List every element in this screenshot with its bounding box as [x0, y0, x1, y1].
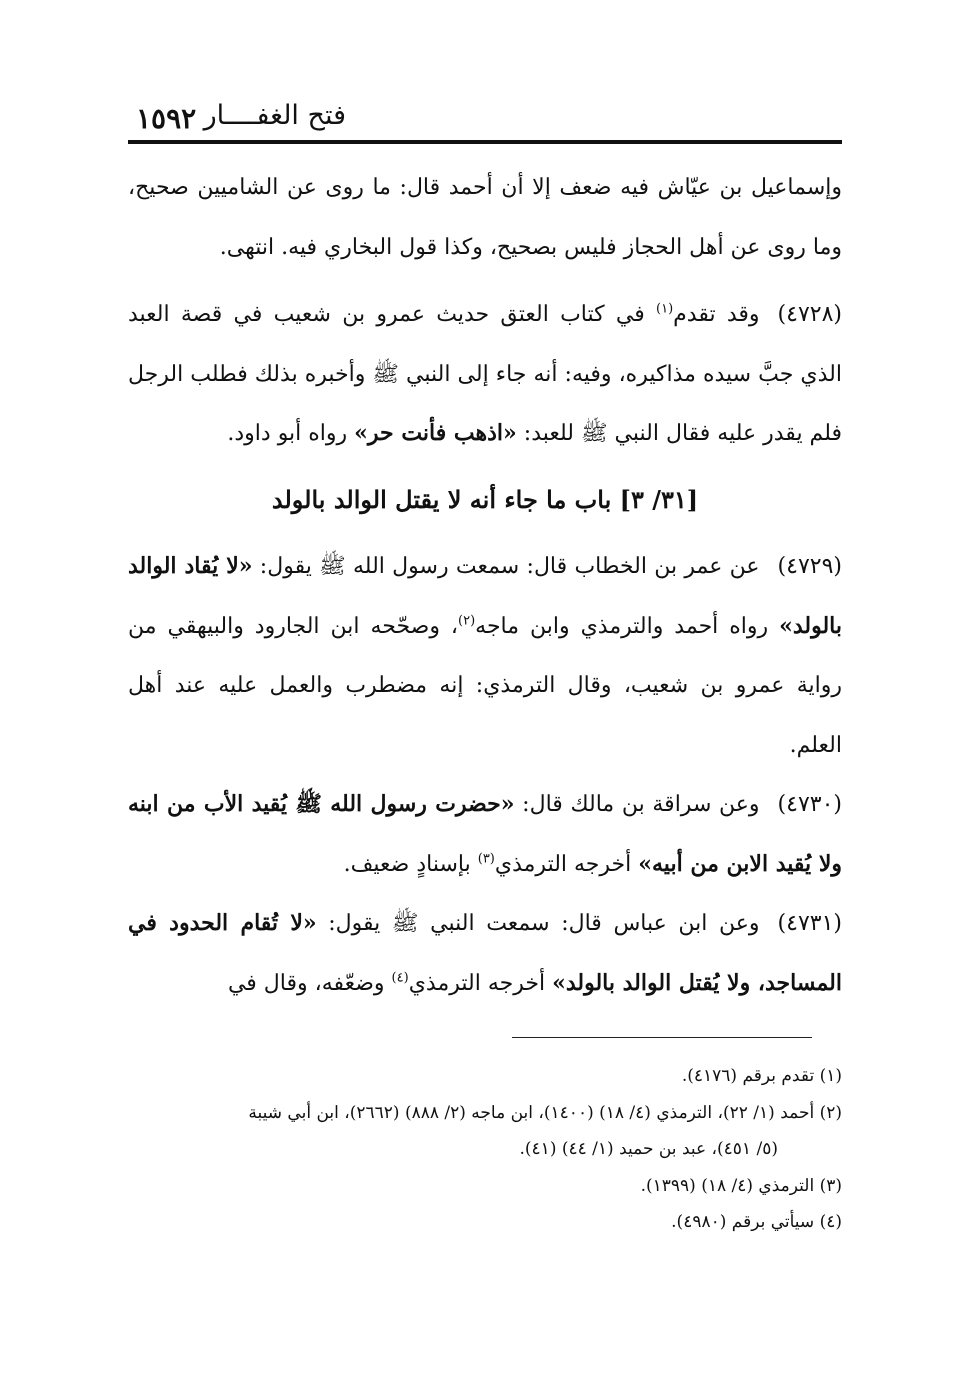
main-text	[128, 158, 842, 1013]
footnote-divider	[512, 1037, 812, 1038]
hadith-text: رواه أحمد والترمذي وابن ماجه	[475, 613, 780, 639]
footnote-reference: (٣)	[477, 851, 495, 867]
hadith-text: أخرجه الترمذي	[408, 970, 553, 996]
chapter-heading: [٣١/ ٣] باب ما جاء أنه لا يقتل الوالد بالولد	[271, 484, 699, 514]
footnote-reference: (١)	[656, 301, 674, 317]
footnote-4: (٤) سيأتي برقم (٤٩٨٠).	[671, 1212, 842, 1232]
hadith-number: (٤٧٢٩)	[777, 554, 842, 579]
hadith-number: (٤٧٣٠)	[777, 792, 842, 817]
footnote-2-continuation: (٥/ ٤٥١)، عبد بن حميد (١/ ٤٤) (٤١).	[519, 1139, 778, 1159]
page-header	[128, 100, 842, 144]
hadith-quote: «لا تُقام الحدود في المساجد، ولا يُقتل الوالد بالولد»	[128, 910, 842, 996]
hadith-text: أخرجه الترمذي	[494, 851, 639, 877]
hadith-text: في كتاب العتق حديث عمرو بن شعيب في قصة العبد الذي جبَّ سيده مذاكيره، وفيه: أنه جاء إلى النبي ﷺ وأخبره بذلك فطلب الرجل فلم يقدر عليه فقال النبي ﷺ للعبد:	[128, 302, 842, 446]
hadith-4731	[128, 894, 842, 1013]
footnote-reference: (٢)	[458, 613, 476, 629]
running-title: فتح الغفــــار	[203, 100, 346, 131]
footnote-1: (١) تقدم برقم (٤١٧٦).	[681, 1066, 842, 1086]
hadith-quote: «حضرت رسول الله ﷺ يُقيد الأب من ابنه ولا يُقيد الابن من أبيه»	[128, 791, 842, 877]
footnote-2: (٢) أحمد (١/ ٢٢)، الترمذي (٤/ ١٨) (١٤٠٠)، ابن ماجه (٢/ ٨٨٨) (٢٦٦٢)، ابن أبي شيبة	[248, 1102, 842, 1123]
page-number: ١٥٩٢	[136, 102, 197, 135]
hadith-4729	[128, 537, 842, 775]
hadith-4730	[128, 775, 842, 894]
hadith-number: (٤٧٢٨)	[777, 302, 842, 327]
hadith-quote: «لا يُقاد الوالد بالولد»	[128, 553, 842, 639]
hadith-quote: «اذهب فأنت حر»	[354, 420, 517, 446]
intro-paragraph: وإسماعيل بن عيّاش فيه ضعف إلا أن أحمد قال: ما روى عن الشاميين صحيح، وما روى عن أهل الحجاز فليس بصحيح، وكذا قول البخاري فيه. انتهى.	[128, 175, 842, 260]
hadith-number: (٤٧٣١)	[777, 911, 842, 936]
hadith-text: وعن ابن عباس قال: سمعت النبي ﷺ يقول:	[316, 911, 760, 936]
footnote-reference: (٤)	[391, 970, 409, 986]
hadith-text: بإسنادٍ ضعيف.	[343, 851, 478, 877]
hadith-4728	[128, 285, 842, 464]
hadith-text: وضعّفه، وقال في	[227, 970, 392, 996]
hadith-text: ، وصحّحه ابن الجارود والبيهقي من رواية عمرو بن شعيب، وقال الترمذي: إنه مضطرب والعمل عليه عند أهل العلم.	[128, 613, 842, 758]
hadith-text: وعن سراقة بن مالك قال:	[514, 792, 760, 817]
footnotes	[128, 1058, 842, 1241]
hadith-text: عن عمر بن الخطاب قال: سمعت رسول الله ﷺ يقول:	[252, 554, 760, 579]
footnote-3: (٣) الترمذي (٤/ ١٨) (١٣٩٩).	[640, 1175, 842, 1196]
hadith-text: رواه أبو داود.	[227, 421, 355, 446]
hadith-text: وقد تقدم	[673, 302, 760, 327]
